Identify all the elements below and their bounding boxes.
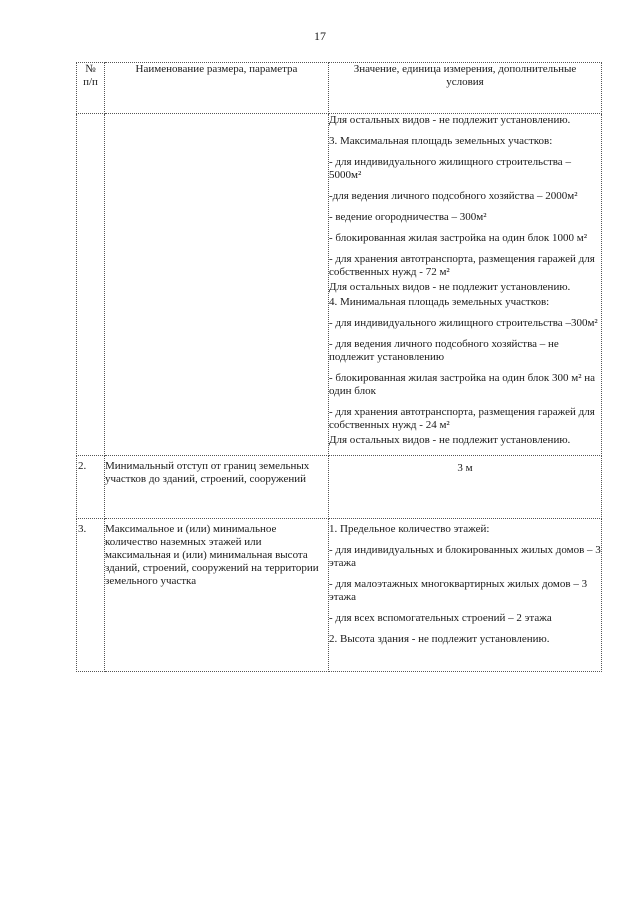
header-value — [329, 63, 602, 114]
value-line: 3. Максимальная площадь земельных участков: — [329, 135, 553, 147]
table-header-row — [77, 63, 602, 114]
value-line: 1. Предельное количество этажей: — [329, 523, 490, 535]
table-row — [77, 456, 602, 519]
value-line: - блокированная жилая застройка на один блок 300 м² на один блок — [329, 372, 596, 397]
value-line: - для малоэтажных многоквартирных жилых домов – 3 этажа — [329, 578, 588, 603]
header-number-line2: п/п — [83, 76, 98, 88]
header-number — [77, 63, 105, 114]
row-name: Минимальный отступ от границ земельных участков до зданий, строений, сооружений — [105, 456, 329, 519]
value-line: - для всех вспомогательных строений – 2 этажа — [329, 612, 552, 624]
value-line: - для индивидуальных и блокированных жилых домов – 3 этажа — [329, 544, 601, 569]
value-line: - ведение огородничества – 300м² — [329, 211, 487, 223]
row-value: 3 м — [329, 456, 602, 519]
value-line: - для хранения автотранспорта, размещения гаражей для собственных нужд - 72 м² — [329, 253, 595, 278]
page-number: 17 — [314, 29, 326, 43]
value-line: - для индивидуального жилищного строительства –5000м² — [329, 156, 571, 181]
row-value — [329, 114, 602, 456]
row-name — [105, 114, 329, 456]
header-number-line1: № — [85, 63, 96, 75]
value-line: - блокированная жилая застройка на один блок 1000 м² — [329, 232, 588, 244]
row-value — [329, 519, 602, 672]
header-name — [105, 63, 329, 114]
parameters-table — [76, 62, 602, 672]
row-number — [77, 114, 105, 456]
row-name: Максимальное и (или) минимальное количество наземных этажей или максимальная и (или) минимальная высота зданий, строений, сооружений на территории земельного участка — [105, 519, 329, 672]
row-number: 3. — [77, 519, 105, 672]
value-line: - для индивидуального жилищного строительства –300м² — [329, 317, 598, 329]
header-value-line2: условия — [446, 76, 484, 88]
table-row — [77, 114, 602, 456]
value-line: - для ведения личного подсобного хозяйства – не подлежит установлению — [329, 338, 559, 363]
header-value-line1: Значение, единица измерения, дополнительные — [353, 63, 577, 75]
value-line: Для остальных видов - не подлежит установлению. — [329, 281, 571, 293]
value-line: Для остальных видов - не подлежит установлению. — [329, 434, 571, 446]
value-line: 4. Минимальная площадь земельных участков: — [329, 296, 550, 308]
header-name-text: Наименование размера, параметра — [135, 63, 298, 75]
value-line: 2. Высота здания - не подлежит установлению. — [329, 633, 550, 645]
value-line: Для остальных видов - не подлежит установлению. — [329, 114, 571, 126]
value-line: -для ведения личного подсобного хозяйства – 2000м² — [329, 190, 578, 202]
table-row — [77, 519, 602, 672]
value-line: - для хранения автотранспорта, размещения гаражей для собственных нужд - 24 м² — [329, 406, 595, 431]
row-number: 2. — [77, 456, 105, 519]
